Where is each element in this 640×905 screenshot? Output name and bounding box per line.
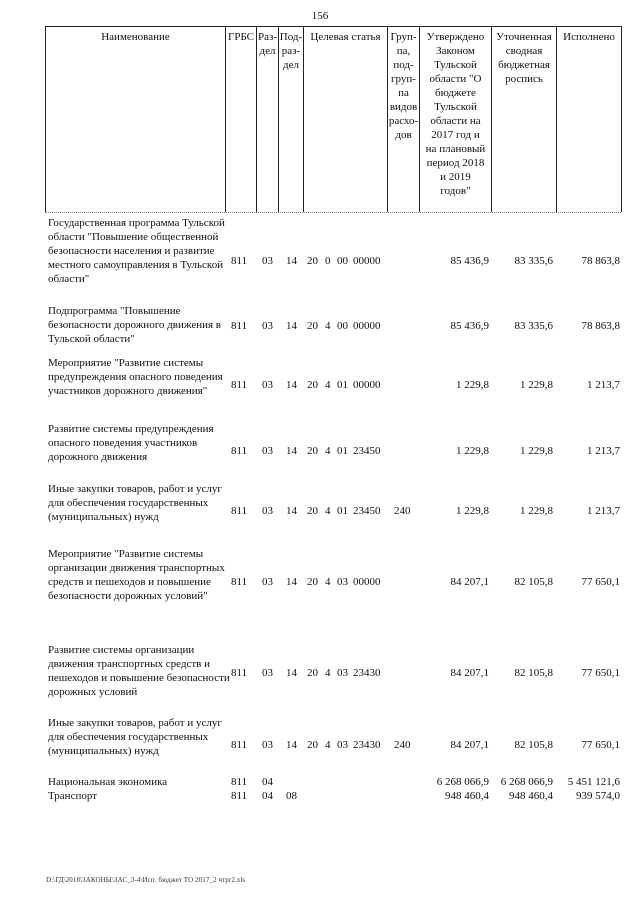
row-approved: 1 229,8 bbox=[456, 505, 489, 517]
row-target-event: 03 bbox=[337, 739, 348, 751]
table-header-bottom-border bbox=[45, 212, 621, 213]
row-podrazdel: 14 bbox=[286, 445, 297, 457]
row-refined: 948 460,4 bbox=[509, 790, 553, 802]
row-target-subprogram: 4 bbox=[325, 505, 331, 517]
row-razdel: 03 bbox=[262, 379, 273, 391]
row-podrazdel: 14 bbox=[286, 505, 297, 517]
row-grbs: 811 bbox=[231, 379, 248, 391]
row-target-subprogram: 4 bbox=[325, 320, 331, 332]
row-razdel: 03 bbox=[262, 320, 273, 332]
row-target-code: 00000 bbox=[353, 255, 381, 267]
row-approved: 1 229,8 bbox=[456, 445, 489, 457]
row-target-code: 23430 bbox=[353, 739, 381, 751]
row-approved: 84 207,1 bbox=[450, 667, 489, 679]
row-target-program: 20 bbox=[307, 739, 318, 751]
row-target-subprogram: 4 bbox=[325, 576, 331, 588]
row-razdel: 03 bbox=[262, 445, 273, 457]
row-refined: 82 105,8 bbox=[514, 667, 553, 679]
row-refined: 1 229,8 bbox=[520, 505, 553, 517]
row-refined: 1 229,8 bbox=[520, 379, 553, 391]
row-executed: 78 863,8 bbox=[581, 255, 620, 267]
row-target-code: 00000 bbox=[353, 379, 381, 391]
row-target-subprogram: 4 bbox=[325, 667, 331, 679]
row-name: Иные закупки товаров, работ и услуг для обеспечения государственных (муниципальных) нужд bbox=[48, 483, 222, 523]
row-target-event: 03 bbox=[337, 667, 348, 679]
row-approved: 84 207,1 bbox=[450, 739, 489, 751]
row-refined: 82 105,8 bbox=[514, 739, 553, 751]
row-expense-group: 240 bbox=[394, 505, 411, 517]
row-target-code: 23430 bbox=[353, 667, 381, 679]
page-number: 156 bbox=[311, 10, 329, 22]
row-name: Транспорт bbox=[48, 790, 98, 802]
column-divider bbox=[45, 26, 46, 212]
row-podrazdel: 14 bbox=[286, 255, 297, 267]
row-grbs: 811 bbox=[231, 255, 248, 267]
row-approved: 1 229,8 bbox=[456, 379, 489, 391]
row-name: Национальная экономика bbox=[48, 776, 168, 788]
column-divider bbox=[303, 26, 304, 212]
row-grbs: 811 bbox=[231, 776, 248, 788]
row-target-program: 20 bbox=[307, 505, 318, 517]
row-target-program: 20 bbox=[307, 255, 318, 267]
row-executed: 5 451 121,6 bbox=[567, 776, 620, 788]
header-target: Целевая статья bbox=[310, 31, 381, 43]
table-header-top-border bbox=[45, 26, 621, 27]
header-grbs: ГРБС bbox=[227, 31, 255, 43]
row-name: Государственная программа Тульской области "Повышение общественной безопасности населения и развитие местного самоуправления в Тульской области" bbox=[48, 217, 225, 285]
row-target-subprogram: 4 bbox=[325, 379, 331, 391]
row-refined: 82 105,8 bbox=[514, 576, 553, 588]
file-path-footer: D:\ГД\2018\ЗАКОНЫ\ЗАС_3-4\Исп. бюджет ТО 2017_2 чтpr2.xls bbox=[46, 876, 246, 884]
row-refined: 1 229,8 bbox=[520, 445, 553, 457]
row-target-event: 00 bbox=[337, 320, 348, 332]
row-target-subprogram: 0 bbox=[325, 255, 331, 267]
row-expense-group: 240 bbox=[394, 739, 411, 751]
row-razdel: 03 bbox=[262, 667, 273, 679]
row-executed: 1 213,7 bbox=[587, 379, 620, 391]
row-target-subprogram: 4 bbox=[325, 445, 331, 457]
row-target-program: 20 bbox=[307, 576, 318, 588]
row-target-event: 01 bbox=[337, 445, 348, 457]
row-target-event: 03 bbox=[337, 576, 348, 588]
row-podrazdel: 14 bbox=[286, 379, 297, 391]
row-grbs: 811 bbox=[231, 576, 248, 588]
column-divider bbox=[225, 26, 226, 212]
row-refined: 6 268 066,9 bbox=[500, 776, 553, 788]
header-group: Груп- па, под- груп- па видов расхо- дов bbox=[388, 31, 419, 141]
row-grbs: 811 bbox=[231, 739, 248, 751]
row-executed: 939 574,0 bbox=[576, 790, 620, 802]
row-target-code: 23450 bbox=[353, 445, 381, 457]
row-razdel: 03 bbox=[262, 739, 273, 751]
row-podrazdel: 08 bbox=[286, 790, 297, 802]
row-podrazdel: 14 bbox=[286, 320, 297, 332]
row-razdel: 03 bbox=[262, 576, 273, 588]
row-executed: 1 213,7 bbox=[587, 445, 620, 457]
row-refined: 83 335,6 bbox=[514, 320, 553, 332]
header-refined: Уточненная сводная бюджетная роспись bbox=[496, 31, 552, 85]
row-razdel: 04 bbox=[262, 776, 273, 788]
row-executed: 77 650,1 bbox=[581, 667, 620, 679]
header-name: Наименование bbox=[101, 31, 170, 43]
row-approved: 85 436,9 bbox=[450, 320, 489, 332]
row-target-subprogram: 4 bbox=[325, 739, 331, 751]
header-podrazdel: Под- раз- дел bbox=[279, 31, 303, 71]
row-refined: 83 335,6 bbox=[514, 255, 553, 267]
row-name: Иные закупки товаров, работ и услуг для обеспечения государственных (муниципальных) нужд bbox=[48, 717, 222, 757]
row-target-code: 00000 bbox=[353, 576, 381, 588]
row-grbs: 811 bbox=[231, 790, 248, 802]
row-name: Мероприятие "Развитие системы организации движения транспортных средств и пешеходов и повышение безопасности дорожных условий" bbox=[48, 548, 225, 602]
header-executed: Исполнено bbox=[563, 31, 615, 43]
column-divider bbox=[621, 26, 622, 212]
row-podrazdel: 14 bbox=[286, 739, 297, 751]
row-approved: 84 207,1 bbox=[450, 576, 489, 588]
row-name: Подпрограмма "Повышение безопасности дорожного движения в Тульской области" bbox=[48, 305, 221, 345]
row-podrazdel: 14 bbox=[286, 667, 297, 679]
row-razdel: 04 bbox=[262, 790, 273, 802]
row-razdel: 03 bbox=[262, 255, 273, 267]
row-name: Развитие системы организации движения транспортных средств и пешеходов и повышение безопасности дорожных условий bbox=[48, 644, 230, 698]
row-approved: 948 460,4 bbox=[445, 790, 489, 802]
row-target-program: 20 bbox=[307, 320, 318, 332]
row-approved: 85 436,9 bbox=[450, 255, 489, 267]
row-target-event: 00 bbox=[337, 255, 348, 267]
row-executed: 77 650,1 bbox=[581, 576, 620, 588]
row-grbs: 811 bbox=[231, 320, 248, 332]
row-target-event: 01 bbox=[337, 505, 348, 517]
row-target-event: 01 bbox=[337, 379, 348, 391]
header-approved: Утверждено Законом Тульской области "О бюджете Тульской области на 2017 год и на плановый период 2018 и 2019 годов" bbox=[425, 31, 486, 197]
row-grbs: 811 bbox=[231, 667, 248, 679]
row-target-code: 00000 bbox=[353, 320, 381, 332]
column-divider bbox=[556, 26, 557, 212]
row-executed: 1 213,7 bbox=[587, 505, 620, 517]
header-razdel: Раз- дел bbox=[257, 31, 277, 57]
row-grbs: 811 bbox=[231, 445, 248, 457]
row-target-program: 20 bbox=[307, 379, 318, 391]
row-target-program: 20 bbox=[307, 445, 318, 457]
row-target-program: 20 bbox=[307, 667, 318, 679]
row-name: Мероприятие "Развитие системы предупреждения опасного поведения участников дорожного движения" bbox=[48, 357, 223, 397]
row-grbs: 811 bbox=[231, 505, 248, 517]
row-name: Развитие системы предупреждения опасного поведения участников дорожного движения bbox=[48, 423, 214, 463]
row-podrazdel: 14 bbox=[286, 576, 297, 588]
row-razdel: 03 bbox=[262, 505, 273, 517]
row-executed: 77 650,1 bbox=[581, 739, 620, 751]
row-approved: 6 268 066,9 bbox=[436, 776, 489, 788]
row-target-code: 23450 bbox=[353, 505, 381, 517]
row-executed: 78 863,8 bbox=[581, 320, 620, 332]
